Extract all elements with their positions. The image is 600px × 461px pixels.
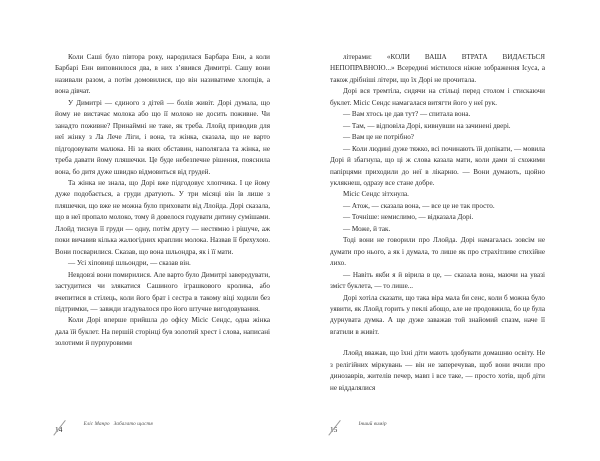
running-head-left	[84, 421, 153, 428]
paragraph: Ллойд вважав, що їхні діти мають здобувати домашню освіту. Не з релігійних міркувань — він не заперечував, щоб вони вчили про динозаврів, жителів печер, мавп і все таке, — просто хотів, щоб діти не віддалялися	[330, 349, 545, 392]
paragraph: — Може, й так.	[343, 224, 391, 233]
paragraph: Тоді вони не говорили про Ллойда. Дорі намагалась зовсім не думати про нього, а як і думала, то лише як про страхітливе стихійне лихо.	[330, 236, 545, 268]
paragraph: — Навіть якби я й вірила в це, — сказала вона, маючи на увазі зміст буклета, — то лише...	[330, 270, 545, 291]
page-footer-right	[330, 413, 385, 435]
paragraph: — Вам хтось це дав тут? — спитала вона.	[343, 110, 471, 119]
running-head-title: Інший вимір	[358, 421, 387, 427]
book-page-right	[300, 0, 600, 461]
page-number: 15	[330, 426, 338, 434]
paragraph: — Там, — відповіла Дорі, кивнувши на зачинені двері.	[343, 121, 511, 130]
paragraph: Місіс Сендс зітхнула.	[343, 190, 409, 199]
running-head-right	[359, 421, 387, 428]
paragraph: — Точніше: немислимо, — відказала Дорі.	[343, 213, 474, 222]
page-footer-left	[55, 413, 151, 435]
paragraph: — Усі хіповиці шльондри, — сказав він.	[68, 259, 191, 268]
paragraph: Дорі вся тремтіла, сидячи на стільці перед столом і стискаючи буклет. Місіс Сендс намагалася витягти його у неї рук.	[330, 87, 545, 107]
running-head-author: Еліс Манро	[83, 421, 110, 427]
paragraph: Невдовзі вони помирилися. Але варто було Димитрі завередувати, застудитися чи злякатися Сашиного іграшкового кролика, або вчепитися в стілець, коли його брат і сестра в такому віці ходили без підтримки, — завжди згадувалося про його штучне вигодовування.	[55, 270, 270, 313]
paragraph: — Коли людині дуже тяжко, всі починають їй допікати, — мовила Дорі й збагнула, що ці ж слова казала мати, коли дами зі схожими папірцями приходили до неї в лікарню. — Вони думають, щойно уклякнеш, одразу все стане добре.	[330, 144, 545, 187]
paragraph: Коли Дорі вперше прийшла до офісу Місіс Сендс, одна жінка дала їй буклет. На першій сторінці був золотий хрест і слова, написані золотими й пурпуровими	[55, 316, 270, 348]
paragraph: Коли Саші було півтора року, народилася Барбара Енн, а коли Барбарі Енн виповнилося два, в них з’явився Димитрі. Сашу вони називали разом, а потім домовилися, що він називатиме хлопців, а вона дівчат.	[55, 53, 270, 96]
paragraph: — Атож, — сказала вона, — все це не так просто.	[343, 201, 495, 210]
paragraph: — Вам це не потрібно?	[343, 133, 414, 142]
paragraph: Та жінка не знала, що Дорі вже підгодовує хлопчика. І це йому дуже подобається, а груди дратують. У три місяці він їв лише з пляшечки, що вже не можна було приховати від Ллойда. Дорі сказала, що в неї пропало молоко, тому й довелося годувати дитину сумішами. Ллойд тиснув її груди — одну, потім другу — нестямно і рішуче, аж поки вичавив кілька жалюгідних краплин молока. Назвав її брехухою. Вони посварилися. Сказав, що вона шльондра, як і її мати.	[55, 178, 270, 256]
paragraph: Дорі хотіла сказати, що така віра мала би сенс, коли б можна було уявити, як Ллойд горить у пеклі абощо, але не продовжила, бо це була дурнувата думка. А ще дуже заважав той знайомий спазм, наче її вгатили в живіт.	[330, 293, 545, 336]
paragraph: літерами: «КОЛИ ВАША ВТРАТА ВИДАЄТЬСЯ НЕПОПРАВНОЮ...» Всередині містилося ніжне зображення Ісуса, а також дрібніші літери, що їх Дорі не прочитала.	[330, 53, 545, 84]
slash-rule-icon	[340, 420, 355, 435]
slash-rule-icon	[65, 420, 80, 435]
page-text-block-right	[330, 52, 545, 394]
paragraph: У Димитрі — єдиного з дітей — болів живіт. Дорі думала, що йому не вистачає молока або що її молоко не досить поживне. Чи занадто поживне? Принаймні не таке, як треба. Ллойд приводив для неї жінку з Ла Лече Ліги, і вона, та жінка, сказала, що не варто підгодовувати малюка. Ні за яких обставин, наполягала та жінка, не треба давати йому пляшечки. Це буде небезпечне рішення, пояснила вона, бо дитя дуже швидко відмовиться від грудей.	[55, 98, 270, 176]
page-number: 14	[55, 426, 63, 434]
page-text-block-left	[55, 52, 270, 350]
running-head-title: Забагато щастя	[113, 421, 153, 427]
